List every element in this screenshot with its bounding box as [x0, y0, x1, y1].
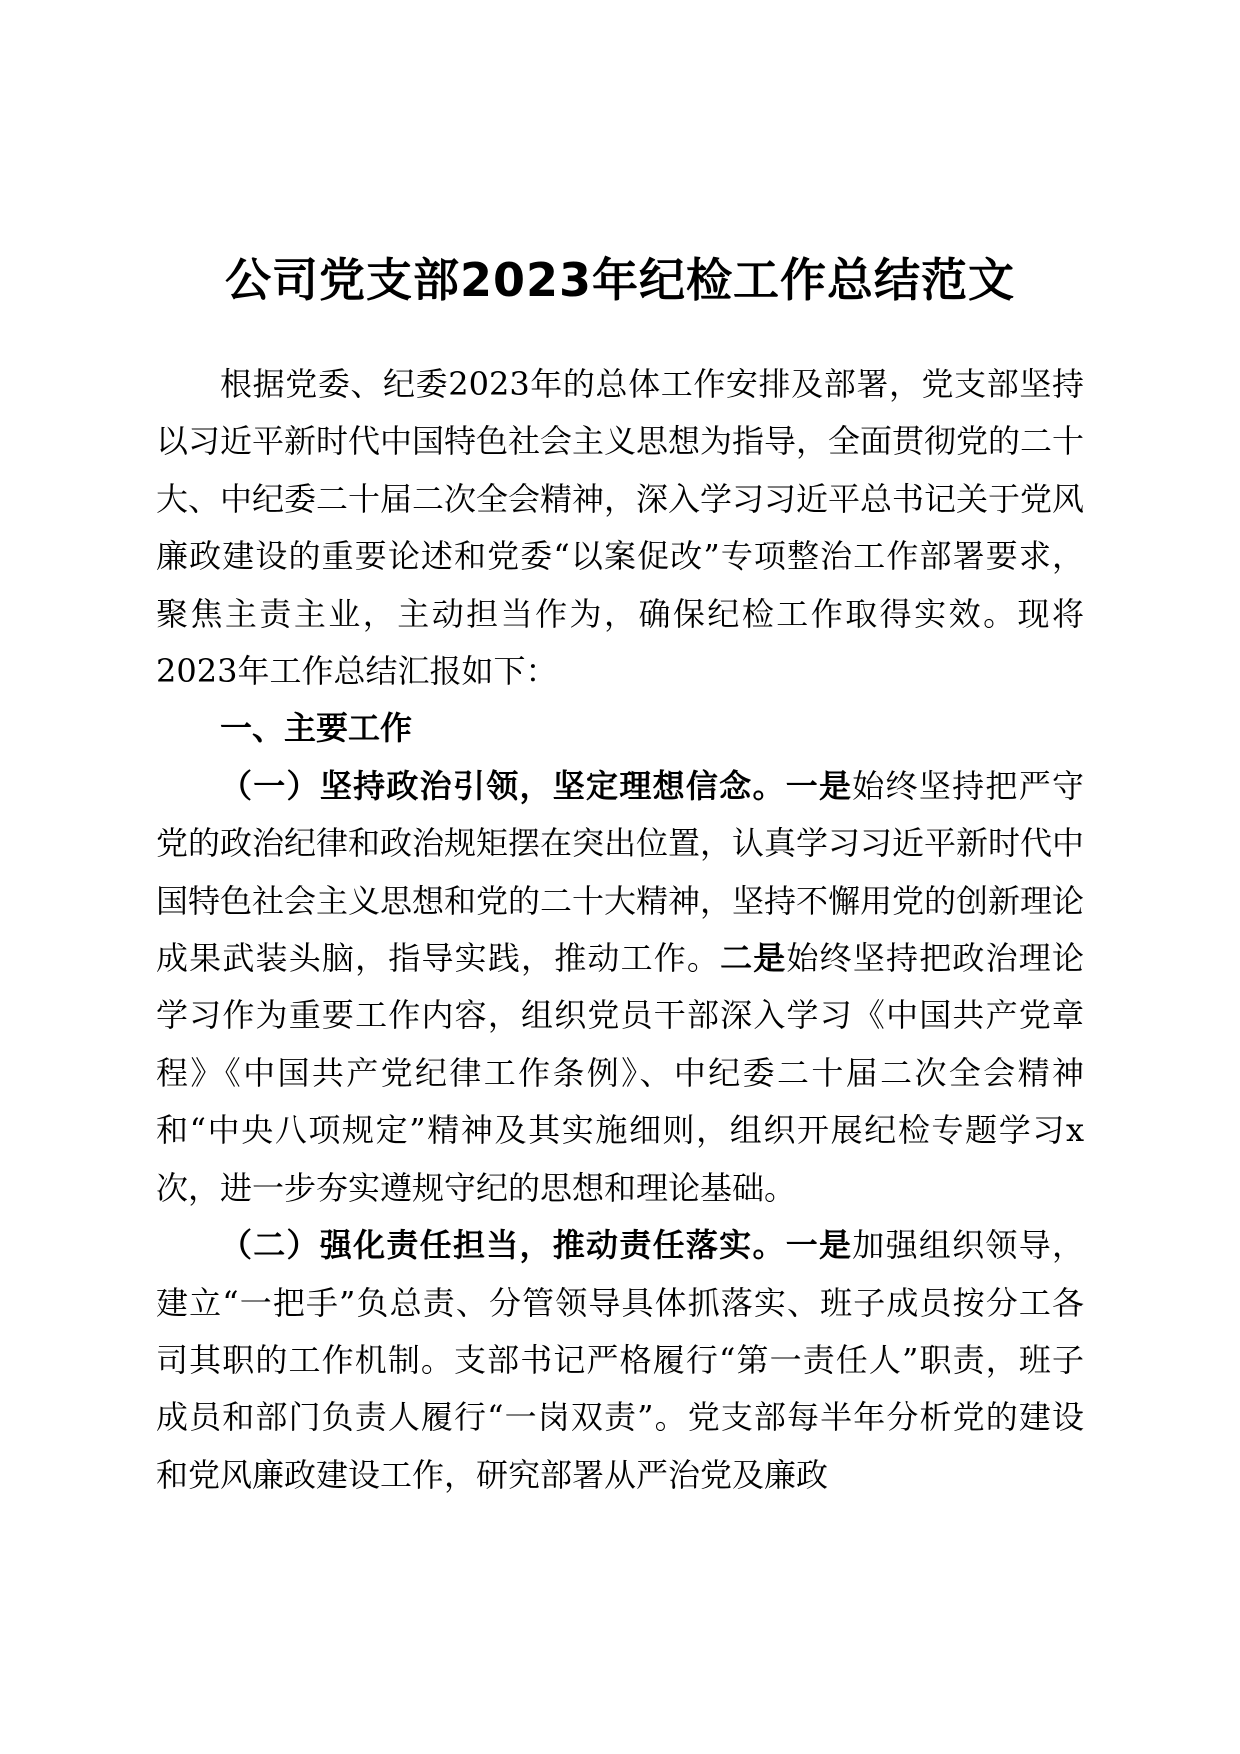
section-heading-main-work: 一、主要工作	[220, 709, 413, 748]
paragraph-text: 始终坚持把严守党的政治纪律和政治规矩摆在突出位置，认真学习习近平新时代中国特色社会主义思想和党的二十大精神，坚持不懈用党的创新理论成果武装头脑，指导实践，推动工作。	[156, 766, 1085, 978]
document-body	[156, 356, 1084, 1504]
subsection-heading-1: （一）坚持政治引领，坚定理想信念。	[220, 766, 786, 805]
lead-label: 一是	[785, 1226, 853, 1265]
document-title: 公司党支部2023年纪检工作总结范文	[224, 253, 1016, 307]
subsection-paragraph-1	[156, 758, 1084, 1217]
lead-label: 一是	[785, 766, 853, 805]
subsection-heading-2: （二）强化责任担当，推动责任落实。	[220, 1226, 786, 1265]
subsection-paragraph-2	[156, 1217, 1084, 1504]
paragraph-text: 加强组织领导，建立“一把手”负总责、分管领导具体抓落实、班子成员按分工各司其职的工作机制。支部书记严格履行“第一责任人”职责，班子成员和部门负责人履行“一岗双责”。党支部每半年分析党的建设和党风廉政建设工作，研究部署从严治党及廉政	[156, 1226, 1084, 1494]
lead-label: 二是	[720, 939, 787, 978]
paragraph-text: 始终坚持把政治理论学习作为重要工作内容，组织党员干部深入学习《中国共产党章程》《中国共产党纪律工作条例》、中纪委二十届二次全会精神和“中央八项规定”精神及其实施细则，组织开展纪检专题学习x次，进一步夯实遵规守纪的思想和理论基础。	[156, 939, 1084, 1207]
intro-paragraph: 根据党委、纪委2023年的总体工作安排及部署，党支部坚持以习近平新时代中国特色社会主义思想为指导，全面贯彻党的二十大、中纪委二十届二次全会精神，深入学习习近平总书记关于党风廉政建设的重要论述和党委“以案促改”专项整治工作部署要求，聚焦主责主业，主动担当作为，确保纪检工作取得实效。现将2023年工作总结汇报如下：	[156, 365, 1085, 691]
